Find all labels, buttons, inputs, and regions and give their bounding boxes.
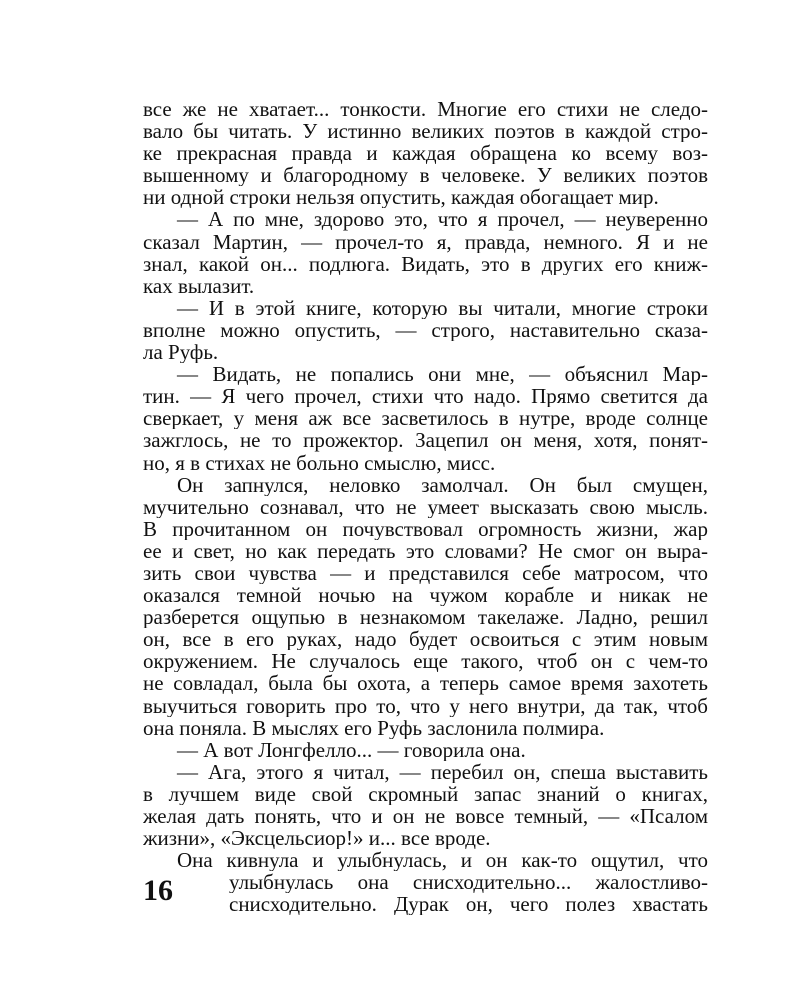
- text-line: мучительно сознавал, что не умеет высказать свою мысль.: [143, 495, 708, 518]
- text-line: — А по мне, здорово это, что я прочел, — неуверенно: [177, 208, 708, 231]
- page-number: 16: [143, 874, 173, 907]
- text-line: в лучшем виде свой скромный запас знаний о книгах,: [143, 782, 708, 805]
- text-line: он, все в его руках, надо будет освоиться с этим новым: [143, 628, 708, 651]
- text-line: ла Руфь.: [143, 341, 219, 364]
- text-line: вало бы читать. У истинно великих поэтов в каждой стро-: [143, 120, 708, 143]
- text-line: ни одной строки нельзя опустить, каждая обогащает мир.: [143, 186, 659, 209]
- text-line: но, я в стихах не больно смыслю, мисс.: [143, 451, 496, 474]
- text-line: Она кивнула и улыбнулась, и он как-то ощутил, что: [177, 849, 708, 872]
- text-line: вышенному и благородному в человеке. У великих поэтов: [143, 164, 708, 187]
- text-line: — Видать, не попались они мне, — объяснил Мар-: [177, 363, 708, 386]
- body-text: [143, 98, 708, 915]
- text-line: жизни», «Эксцельсиор!» и... все вроде.: [143, 827, 491, 850]
- text-line: В прочитанном он почувствовал огромность жизни, жар: [143, 517, 708, 540]
- text-line: желая дать понять, что и он не вовсе темный, — «Псалом: [143, 805, 708, 828]
- text-line: снисходительно. Дурак он, чего полез хвастать: [229, 893, 708, 916]
- text-line: — Ага, этого я читал, — перебил он, спеша выставить: [177, 760, 708, 783]
- text-line: ее и свет, но как передать это словами? Не смог он выра-: [143, 539, 708, 562]
- text-line: — А вот Лонгфелло... — говорила она.: [177, 738, 526, 761]
- text-line: ке прекрасная правда и каждая обращена ко всему воз-: [143, 142, 708, 165]
- text-line: не совладал, была бы охота, а теперь самое время захотеть: [143, 672, 708, 695]
- text-line: Он запнулся, неловко замолчал. Он был смущен,: [177, 473, 708, 496]
- text-line: выучиться говорить про то, что у него внутри, да так, чтоб: [143, 694, 708, 717]
- text-line: зить свои чувства — и представился себе матросом, что: [143, 561, 708, 585]
- text-line: она поняла. В мыслях его Руфь заслонила полмира.: [143, 716, 605, 739]
- text-line: сверкает, у меня аж все засветилось в нутре, вроде солнце: [143, 407, 708, 430]
- text-line: тин. — Я чего прочел, стихи что надо. Прямо светится да: [143, 385, 708, 408]
- text-line: оказался темной ночью на чужом корабле и никак не: [143, 584, 708, 607]
- text-line: вполне можно опустить, — строго, наставительно сказа-: [143, 318, 708, 342]
- text-line: сказал Мартин, — прочел-то я, правда, немного. Я и не: [143, 230, 708, 253]
- text-line: разберется ощупью в незнакомом такелаже. Ладно, решил: [143, 606, 708, 629]
- text-line: зажглось, не то прожектор. Зацепил он меня, хотя, понят-: [143, 429, 708, 452]
- text-line: ках вылазит.: [143, 274, 255, 297]
- text-line: знал, какой он... подлюга. Видать, это в других его книж-: [143, 252, 708, 275]
- text-line: — И в этой книге, которую вы читали, многие строки: [177, 296, 708, 319]
- text-line: улыбнулась она снисходительно... жалостливо-: [229, 871, 708, 894]
- text-line: окружением. Не случалось еще такого, чтоб он с чем-то: [143, 650, 708, 673]
- text-line: все же не хватает... тонкости. Многие его стихи не следо-: [143, 98, 708, 121]
